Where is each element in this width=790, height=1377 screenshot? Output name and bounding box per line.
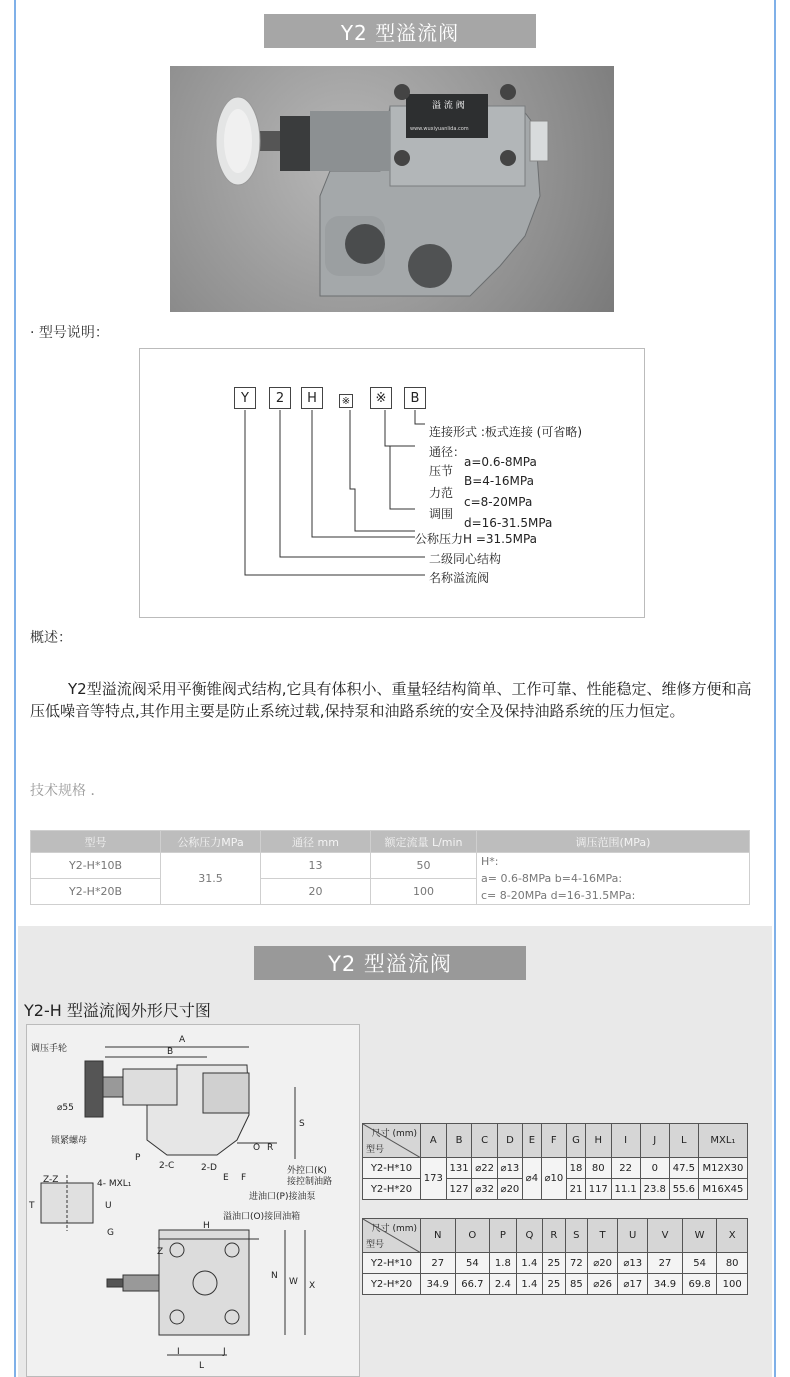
dim1-J-10: 0 <box>640 1158 669 1179</box>
label-outlet: 溢油口(O)接回油箱 <box>223 1212 301 1222</box>
label-range-char2: 力范 <box>429 486 454 500</box>
dim1-model-10: Y2-H*10 <box>363 1158 421 1179</box>
label-B: B <box>167 1047 174 1057</box>
outline-drawing <box>26 1024 360 1377</box>
spec-model-20b: Y2-H*20B <box>31 879 161 905</box>
label-Z: Z <box>157 1247 164 1257</box>
dim1-h-B: B <box>446 1124 472 1158</box>
dim1-h-H: H <box>585 1124 611 1158</box>
label-L: L <box>199 1361 205 1371</box>
code-cell-b: B <box>404 387 426 409</box>
dim2-h-W: W <box>682 1219 717 1253</box>
label-2d: 2-D <box>201 1163 217 1173</box>
dim2-h-R: R <box>543 1219 565 1253</box>
dim2-h-S: S <box>565 1219 587 1253</box>
nameplate-title: 溢 流 阀 <box>432 101 465 111</box>
right-frame-line <box>774 0 776 1377</box>
bottom-title-bar: Y2 型溢流阀 <box>254 946 526 980</box>
label-E: E <box>223 1173 229 1183</box>
spec-pressure: 31.5 <box>161 853 261 905</box>
dim1-model-20: Y2-H*20 <box>363 1179 421 1200</box>
dim1-h-F: F <box>541 1124 566 1158</box>
nameplate-url: www.wuxiyuanlida.com <box>410 126 469 132</box>
spec-heading: 技术规格 ． <box>30 783 105 799</box>
dim2-val: 54 <box>455 1253 490 1274</box>
label-range-char1: 压节 <box>429 464 454 478</box>
spec-table <box>30 830 750 905</box>
label-range-b: B=4-16MPa <box>464 474 534 488</box>
label-range-a: a=0.6-8MPa <box>464 455 537 469</box>
dim2-corner <box>363 1219 421 1253</box>
dim2-header-row <box>363 1219 748 1253</box>
spec-header-pressure: 公称压力MPa <box>161 831 261 853</box>
dim2-val: ⌀26 <box>588 1274 618 1295</box>
label-U: U <box>105 1201 112 1211</box>
dim2-h-T: T <box>588 1219 618 1253</box>
label-range-d: d=16-31.5MPa <box>464 516 553 530</box>
dim1-row-10 <box>363 1158 748 1179</box>
spec-row-10b <box>31 853 750 879</box>
dim2-val: 27 <box>648 1253 683 1274</box>
dim1-A: 173 <box>421 1158 447 1200</box>
label-N: N <box>271 1271 278 1281</box>
dim2-val: ⌀20 <box>588 1253 618 1274</box>
dim2-h-V: V <box>648 1219 683 1253</box>
label-locknut: 锁紧螺母 <box>51 1136 88 1146</box>
dim1-MXL-10: M12X30 <box>698 1158 747 1179</box>
spec-bore-20b: 20 <box>261 879 371 905</box>
dim1-h-E: E <box>523 1124 542 1158</box>
dim2-val: 100 <box>717 1274 748 1295</box>
spec-bore-10b: 13 <box>261 853 371 879</box>
dim1-E: ⌀4 <box>523 1158 542 1200</box>
dim2-model-10: Y2-H*10 <box>363 1253 421 1274</box>
left-frame-line <box>14 0 16 1377</box>
label-ext-ctrl-2: 接控制油路 <box>287 1177 333 1187</box>
dim1-L-10: 47.5 <box>669 1158 698 1179</box>
dim2-val: 2.4 <box>490 1274 517 1295</box>
label-d55: ⌀55 <box>57 1103 74 1113</box>
code-cell-2: 2 <box>269 387 291 409</box>
dim2-h-P: P <box>490 1219 517 1253</box>
code-cell-range: ※ <box>370 387 392 409</box>
dim1-B-10: 131 <box>446 1158 472 1179</box>
dim1-h-MXL: MXL₁ <box>698 1124 747 1158</box>
dim2-val: 1.4 <box>516 1253 543 1274</box>
dim2-model-20: Y2-H*20 <box>363 1274 421 1295</box>
spec-header-model: 型号 <box>31 831 161 853</box>
label-F: F <box>241 1173 247 1183</box>
label-P: P <box>135 1153 141 1163</box>
code-cell-h: H <box>301 387 323 409</box>
product-page <box>18 0 772 1377</box>
dim1-h-C: C <box>472 1124 497 1158</box>
dim2-h-X: X <box>717 1219 748 1253</box>
dim2-val: 66.7 <box>455 1274 490 1295</box>
label-A: A <box>179 1035 186 1045</box>
label-inlet: 进油口(P)接油泵 <box>249 1192 316 1202</box>
dim1-C-10: ⌀22 <box>472 1158 497 1179</box>
label-W: W <box>289 1277 298 1287</box>
dim2-val: 34.9 <box>648 1274 683 1295</box>
dim1-h-L: L <box>669 1124 698 1158</box>
overview-heading: 概述： <box>30 630 72 646</box>
dim1-h-A: A <box>421 1124 447 1158</box>
model-code-diagram <box>139 348 645 618</box>
dim1-H-20: 117 <box>585 1179 611 1200</box>
label-two-stage: 二级同心结构 <box>429 552 502 566</box>
code-cell-y: Y <box>234 387 256 409</box>
dim1-J-20: 23.8 <box>640 1179 669 1200</box>
dimension-table-1 <box>362 1123 748 1200</box>
dim2-val: ⌀13 <box>618 1253 648 1274</box>
dim1-D-20: ⌀20 <box>497 1179 522 1200</box>
dim1-H-10: 80 <box>585 1158 611 1179</box>
dim1-header-row <box>363 1124 748 1158</box>
label-2c: 2-C <box>159 1161 175 1171</box>
label-H: H <box>203 1221 210 1231</box>
label-G: G <box>107 1228 114 1238</box>
dim1-corner <box>363 1124 421 1158</box>
overview-body: Y2型溢流阀采用平衡锥阀式结构,它具有体积小、重量轻结构简单、工作可靠、性能稳定、维修方便和高压低噪音等特点,其作用主要是防止系统过载,保持泵和油路系统的安全及保持油路系统的压力恒定。 <box>30 680 752 720</box>
dim1-h-I: I <box>611 1124 640 1158</box>
dim1-I-10: 22 <box>611 1158 640 1179</box>
label-O: O <box>253 1143 261 1153</box>
dim1-MXL-20: M16X45 <box>698 1179 747 1200</box>
spec-range-line-2: a= 0.6-8MPa b=4-16MPa: <box>481 872 623 885</box>
dim2-val: 72 <box>565 1253 587 1274</box>
dim1-G-10: 18 <box>566 1158 585 1179</box>
dim2-val: 80 <box>717 1253 748 1274</box>
model-code-leader-lines <box>140 349 646 619</box>
label-T: T <box>29 1201 35 1211</box>
dim1-corner-top: 尺寸 (mm) <box>371 1129 417 1139</box>
dim1-B-20: 127 <box>446 1179 472 1200</box>
spec-range-cell <box>477 853 750 905</box>
spec-header-row <box>31 831 750 853</box>
dim1-I-20: 11.1 <box>611 1179 640 1200</box>
spec-header-flow: 额定流量 L/min <box>371 831 477 853</box>
dim2-val: 85 <box>565 1274 587 1295</box>
dim2-corner-top: 尺寸 (mm) <box>371 1224 417 1234</box>
dim1-corner-bottom: 型号 <box>366 1145 385 1155</box>
code-cell-bore: ※ <box>339 394 353 408</box>
spec-header-range: 调压范围(MPa) <box>477 831 750 853</box>
dim2-corner-bottom: 型号 <box>366 1240 385 1250</box>
top-title-bar: Y2 型溢流阀 <box>264 14 536 48</box>
label-range-c: c=8-20MPa <box>464 495 533 509</box>
dim1-G-20: 21 <box>566 1179 585 1200</box>
dim2-val: 1.8 <box>490 1253 517 1274</box>
label-zz: Z-Z <box>43 1175 59 1185</box>
dim2-val: 69.8 <box>682 1274 717 1295</box>
label-name: 名称溢流阀 <box>429 571 490 585</box>
dim2-row-20 <box>363 1274 748 1295</box>
dim2-h-N: N <box>421 1219 456 1253</box>
dim1-L-20: 55.6 <box>669 1179 698 1200</box>
dim1-D-10: ⌀13 <box>497 1158 522 1179</box>
dim2-val: ⌀17 <box>618 1274 648 1295</box>
dim1-C-20: ⌀32 <box>472 1179 497 1200</box>
label-nominal-pressure: 公称压力H =31.5MPa <box>415 532 538 546</box>
dim1-h-D: D <box>497 1124 522 1158</box>
dim1-F: ⌀10 <box>541 1158 566 1200</box>
dimension-table-2 <box>362 1218 748 1295</box>
dim2-val: 1.4 <box>516 1274 543 1295</box>
label-J: J <box>223 1347 226 1357</box>
dim2-val: 27 <box>421 1253 456 1274</box>
dim2-h-Q: Q <box>516 1219 543 1253</box>
spec-flow-10b: 50 <box>371 853 477 879</box>
label-range-char3: 调围 <box>429 507 454 521</box>
spec-flow-20b: 100 <box>371 879 477 905</box>
dim1-h-G: G <box>566 1124 585 1158</box>
outline-heading: Y2-H 型溢流阀外形尺寸图 <box>24 1001 211 1020</box>
dim2-val: 25 <box>543 1274 565 1295</box>
dim2-val: 25 <box>543 1253 565 1274</box>
dim2-val: 34.9 <box>421 1274 456 1295</box>
label-X: X <box>309 1281 316 1291</box>
spec-model-10b: Y2-H*10B <box>31 853 161 879</box>
spec-header-bore: 通径 mm <box>261 831 371 853</box>
label-mxl: 4- MXL₁ <box>97 1179 132 1189</box>
dim2-row-10 <box>363 1253 748 1274</box>
dim1-h-J: J <box>640 1124 669 1158</box>
label-handwheel: 调压手轮 <box>31 1044 68 1054</box>
dim2-h-O: O <box>455 1219 490 1253</box>
product-photo <box>170 66 614 312</box>
label-ext-ctrl: 外控口(K) <box>287 1166 327 1176</box>
valve-photo-illustration <box>170 66 614 312</box>
label-I: I <box>177 1347 180 1357</box>
dim2-h-U: U <box>618 1219 648 1253</box>
label-connection: 连接形式 :板式连接 (可省略) <box>429 425 583 439</box>
spec-range-line-1: H*: <box>481 855 499 868</box>
model-heading: · 型号说明： <box>30 325 109 341</box>
label-bore: 通径： <box>429 445 466 459</box>
label-R: R <box>267 1143 274 1153</box>
spec-range-line-3: c= 8-20MPa d=16-31.5MPa: <box>481 889 636 902</box>
label-S: S <box>299 1119 305 1129</box>
dim2-val: 54 <box>682 1253 717 1274</box>
